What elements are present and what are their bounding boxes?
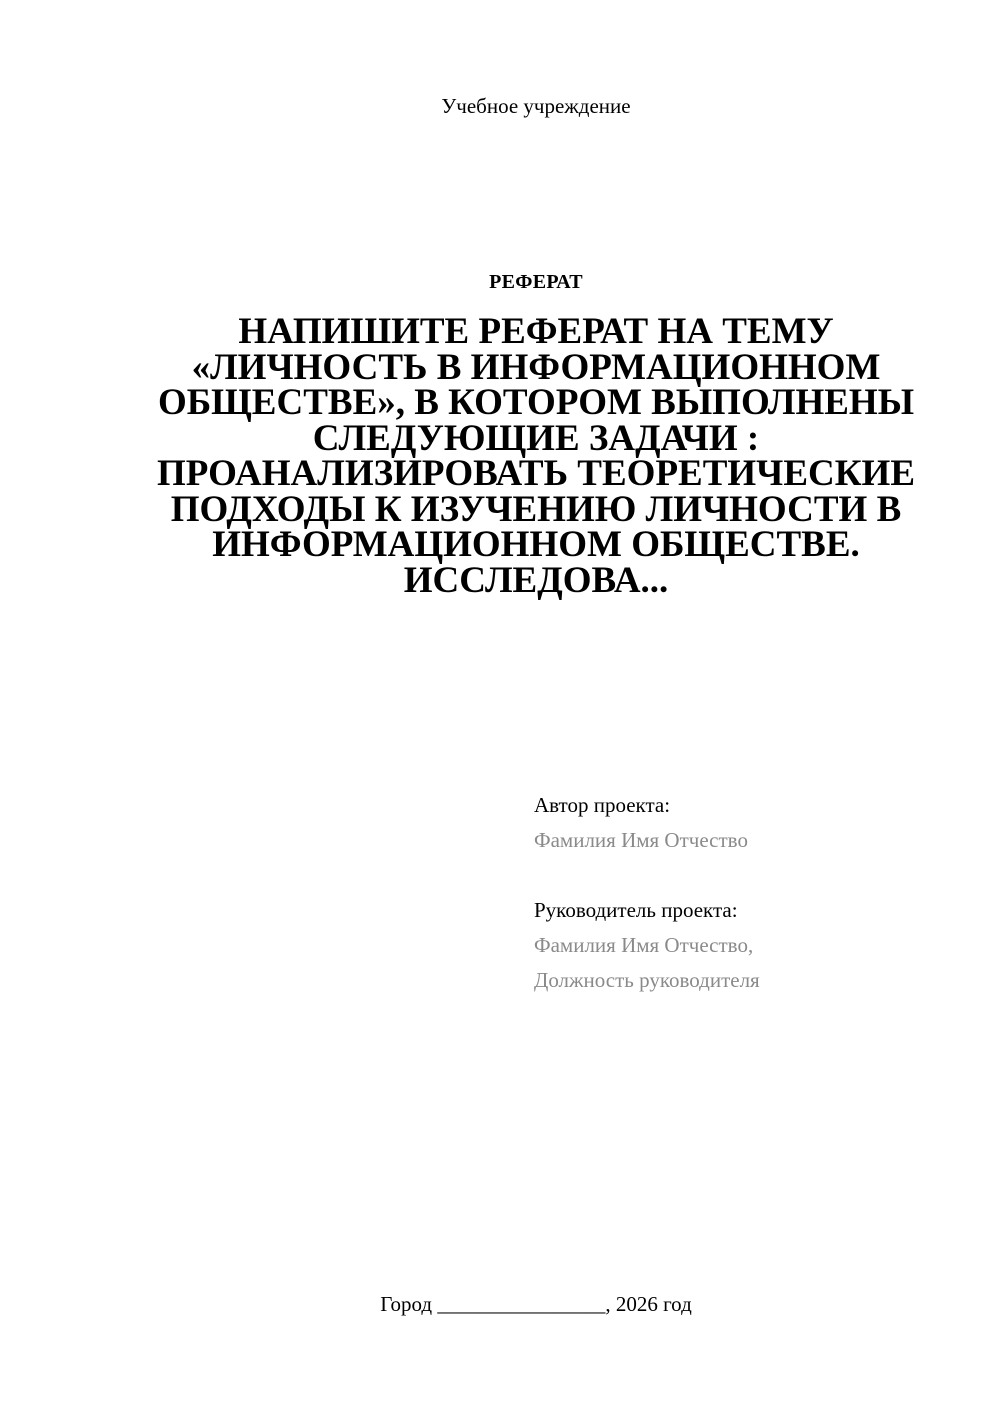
- institution-name: Учебное учреждение: [441, 94, 631, 118]
- spacer: [534, 858, 974, 893]
- supervisor-label: Руководитель проекта:: [534, 898, 738, 922]
- document-type: РЕФЕРАТ: [489, 271, 583, 293]
- author-label: Автор проекта:: [534, 793, 671, 817]
- author-name: Фамилия Имя Отчество: [534, 828, 748, 852]
- project-people: [534, 788, 974, 998]
- document-title: НАПИШИТЕ РЕФЕРАТ НА ТЕМУ «ЛИЧНОСТЬ В ИНФОРМАЦИОННОМ ОБЩЕСТВЕ», В КОТОРОМ ВЫПОЛНЕНЫ СЛЕДУЮЩИЕ ЗАДАЧИ : ПРОАНАЛИЗИРОВАТЬ ТЕОРЕТИЧЕСКИЕ ПОДХОДЫ К ИЗУЧЕНИЮ ЛИЧНОСТИ В ИНФОРМАЦИОННОМ ОБЩЕСТВЕ. ИССЛЕДОВА...: [156, 311, 916, 601]
- supervisor-position: Должность руководителя: [534, 968, 760, 992]
- city-year-line: Город ________________, 2026 год: [380, 1292, 692, 1316]
- supervisor-name: Фамилия Имя Отчество,: [534, 933, 754, 957]
